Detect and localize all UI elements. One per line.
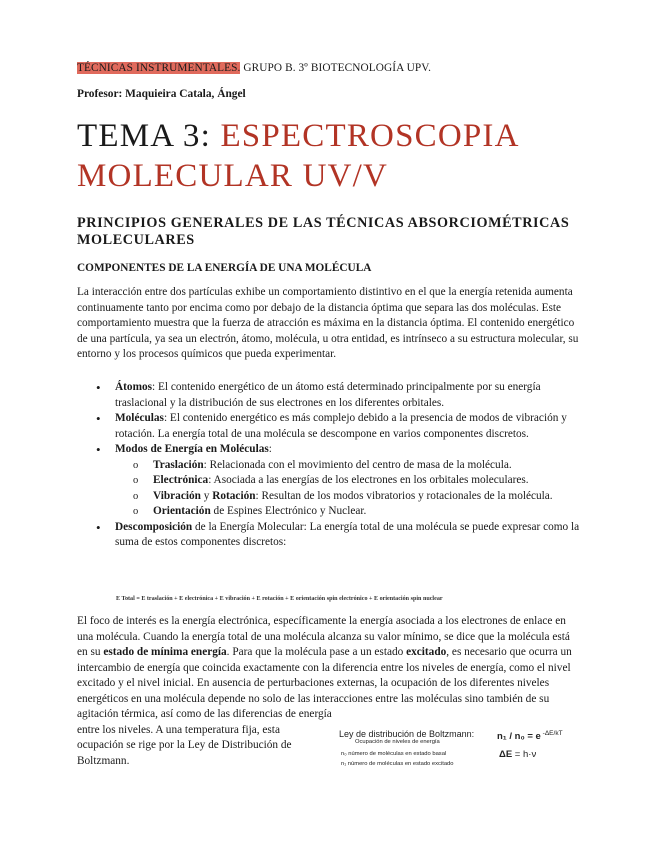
- boltzmann-n0-definition: n₀ número de moléculas en estado basal: [341, 751, 447, 757]
- term-atomos: Átomos: [115, 381, 153, 393]
- text-vibracion-rotacion: : Resultan de los modos vibratorios y rotacionales de la molécula.: [255, 489, 553, 502]
- boltzmann-title: Ley de distribución de Boltzmann:: [339, 729, 475, 739]
- sublist-item-traslacion: [115, 458, 582, 474]
- p2-part1: El foco de interés es la energía electrónica, específicamente la energía asociada a los electrones de enlace en una molécula. Cuando la energía total de una molécula alcanza su valor mínimo, se dice que la molécula está en su: [77, 615, 570, 658]
- intro-paragraph: La interacción entre dos partículas exhibe un comportamiento distintivo en el que la energía retenida aumenta continuamente tanto por encima como por debajo de la distancia óptima que separa las dos moléculas. Este comportamiento muestra que la fuerza de atracción es máxima en la distancia óptima. El contenido energético de una partícula, ya sea un electrón, átomo, molécula, u otra entidad, es intrínseco a su estructura molecular, su entorno y los procesos químicos que pueda experimentar.: [77, 286, 579, 360]
- text-orientacion: de Espines Electrónico y Nuclear.: [210, 505, 367, 517]
- term-modos: Modos de Energía en Moléculas: [115, 443, 269, 455]
- term-moleculas: Moléculas: [115, 412, 164, 424]
- term-orientacion: Orientación: [153, 505, 211, 517]
- connector-y: y: [200, 489, 213, 502]
- text-descomposicion: de la Energía Molecular: La energía total de una molécula se puede expresar como la suma de estos componentes discretos:: [115, 520, 580, 548]
- text-moleculas: : El contenido energético es más complejo debido a la presencia de modos de vibración y rotación. La energía total de una molécula se descompone en varios componentes discretos.: [115, 412, 567, 440]
- boltzmann-n1-definition: n₁ número de moléculas en estado excitado: [341, 761, 454, 767]
- sublist-item-electronica: [115, 473, 582, 489]
- energy-difference-equation: [499, 749, 536, 760]
- p2-part3: , es necesario que ocurra un intercambio de energía que coincida exactamente con la diferencia entre los niveles de energía, como el nivel excitado y el nivel inicial. En ausencia de perturbaciones externas, la ocupación de los diferentes niveles energéticos en una molécula depende no solo de las interacciones entre las moléculas sino también de su agitación térmica, así como de las diferencias de energía: [77, 646, 572, 720]
- p2-bold-minimum-energy: estado de mínima energía: [103, 646, 227, 658]
- list-item-descomposicion: [77, 520, 582, 551]
- text-electronica: : Asociada a las energías de los electrones en los orbitales moleculares.: [208, 474, 529, 486]
- boltzmann-equation: [497, 730, 563, 742]
- professor-line: Profesor: Maquieira Catala, Ángel: [77, 88, 246, 100]
- course-group: GRUPO B. 3º BIOTECNOLOGÍA UPV.: [240, 62, 432, 74]
- sublist-item-vibracion-rotacion: [115, 489, 582, 505]
- energy-modes-sublist: [115, 458, 582, 520]
- text-traslacion: : Relacionada con el movimiento del centro de masa de la molécula.: [203, 458, 512, 471]
- term-traslacion: Traslación: [153, 458, 204, 471]
- page-title: [77, 116, 597, 196]
- total-energy-formula: E Total = E traslación + E electrónica + E vibración + E rotación + E orientación spin electrónico + E orientación spin nuclear: [116, 596, 443, 602]
- subsection-heading: COMPONENTES DE LA ENERGÍA DE UNA MOLÉCULA: [77, 262, 372, 274]
- p2-bold-excited: excitado: [406, 646, 447, 658]
- p2-part4: entre los niveles. A una temperatura fija, esta ocupación se rige por la Ley de Distribución de Boltzmann.: [77, 723, 292, 767]
- sublist-item-orientacion: [115, 504, 582, 520]
- boltzmann-exponent: -ΔE/kT: [540, 730, 563, 737]
- term-vibracion: Vibración: [153, 489, 201, 502]
- p2-part2: . Para que la molécula pase a un estado: [226, 646, 407, 658]
- text-atomos: : El contenido energético de un átomo está determinado principalmente por su energía traslacional y la distribución de sus electrones en los diferentes orbitales.: [115, 381, 541, 409]
- course-name-highlight: TÉCNICAS INSTRUMENTALES.: [77, 62, 241, 74]
- term-descomposicion: Descomposición: [115, 520, 193, 533]
- delta-e: ΔE: [499, 749, 513, 760]
- list-item-atomos: [77, 380, 582, 411]
- title-prefix: TEMA 3:: [77, 118, 221, 154]
- title-highlight: ESPECTROSCOPIA MOLECULAR UV/V: [77, 118, 518, 194]
- boltzmann-figure: [339, 729, 589, 777]
- text-modos: :: [268, 443, 272, 455]
- boltzmann-subtitle: Ocupación de niveles de energía: [355, 739, 440, 745]
- energy-components-list: [77, 380, 582, 551]
- course-header: [77, 62, 431, 74]
- list-item-moleculas: [77, 411, 582, 442]
- boltzmann-ratio: n₁ / n₀ = e: [497, 731, 541, 743]
- list-item-modos: [77, 442, 582, 520]
- section-heading: PRINCIPIOS GENERALES DE LAS TÉCNICAS ABSORCIOMÉTRICAS MOLECULARES: [77, 215, 570, 248]
- planck-relation: = h·ν: [512, 749, 537, 760]
- term-rotacion: Rotación: [212, 489, 256, 502]
- term-electronica: Electrónica: [153, 474, 209, 486]
